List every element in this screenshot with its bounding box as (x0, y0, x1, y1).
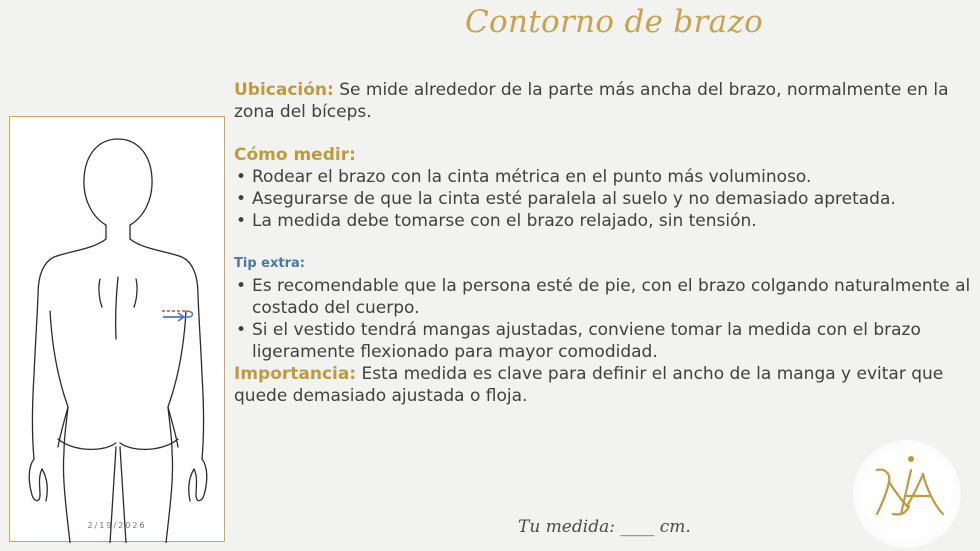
list-item (234, 275, 974, 319)
ubicacion-paragraph (234, 79, 974, 123)
bullet-icon: • (236, 167, 247, 187)
importancia-text: Esta medida es clave para definir el ancho de la manga y evitar que quede demasiado ajustada o floja. (234, 364, 944, 406)
list-item (234, 188, 974, 210)
list-item-text: Asegurarse de que la cinta esté paralela al suelo y no demasiado apretada. (252, 189, 896, 209)
logo (853, 440, 961, 548)
tip-heading (234, 251, 974, 275)
ubicacion-label: Ubicación: (234, 80, 334, 100)
list-item (234, 166, 974, 188)
list-item-text: La medida debe tomarse con el brazo relajado, sin tensión. (252, 211, 757, 231)
bullet-icon: • (236, 211, 247, 231)
body-diagram-card (9, 116, 225, 542)
importancia-label: Importancia: (234, 364, 357, 384)
page-title: Contorno de brazo (465, 4, 764, 40)
list-item (234, 319, 974, 363)
list-item (234, 210, 974, 232)
como-medir-list (234, 166, 974, 232)
measurement-field: Tu medida: ____ cm. (518, 517, 691, 537)
bullet-icon: • (236, 320, 247, 340)
monogram-logo-icon (853, 440, 961, 548)
tip-list (234, 275, 974, 363)
list-item-text: Si el vestido tendrá mangas ajustadas, conviene tomar la medida con el brazo ligeramente flexionado para mayor comodidad. (252, 320, 921, 362)
list-item-text: Es recomendable que la persona esté de pie, con el brazo colgando naturalmente al costado del cuerpo. (252, 276, 971, 318)
bullet-icon: • (236, 189, 247, 209)
instructions-panel (234, 79, 974, 407)
ubicacion-text: Se mide alrededor de la parte más ancha del brazo, normalmente en la zona del bíceps. (234, 80, 949, 122)
tip-label: Tip extra: (234, 256, 305, 271)
como-medir-label: Cómo medir: (234, 145, 356, 165)
list-item-text: Rodear el brazo con la cinta métrica en el punto más voluminoso. (252, 167, 812, 187)
date-label: 2/19/2026 (87, 521, 147, 530)
importancia-paragraph (234, 363, 974, 407)
body-back-silhouette-icon (10, 117, 226, 543)
como-medir-heading (234, 144, 974, 166)
bullet-icon: • (236, 276, 247, 296)
